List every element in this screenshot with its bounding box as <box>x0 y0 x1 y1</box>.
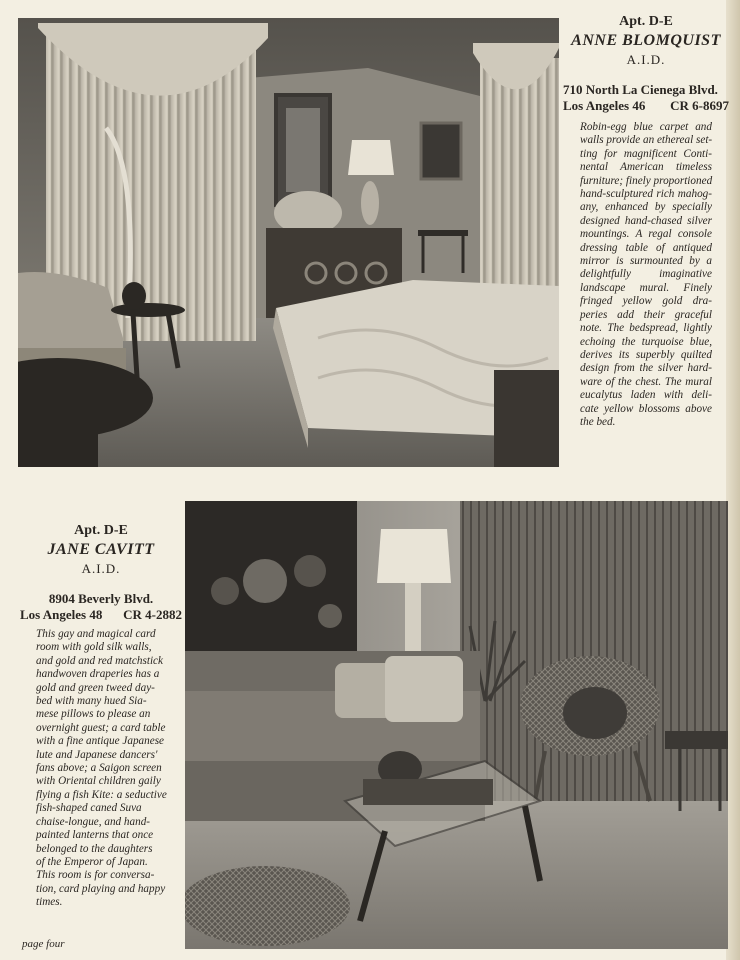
page-spine <box>726 0 740 960</box>
description-line: lute and Japanese dancers' <box>36 748 158 761</box>
designer-affiliation: A.I.D. <box>81 561 121 576</box>
description-line: walls provide an ethereal set- <box>580 134 713 147</box>
description-line: cate yellow blossoms above <box>580 402 712 415</box>
designer-name: ANNE BLOMQUIST <box>571 32 721 49</box>
credit-top <box>563 14 729 114</box>
description-line: note. The bedspread, lightly <box>580 322 712 335</box>
description-line: handwoven draperies has a <box>36 668 160 681</box>
bedroom-photo <box>18 18 559 467</box>
description-line: belonged to the daughters <box>36 842 153 855</box>
description-line: This room is for conversa- <box>36 869 155 882</box>
description-line: delightfully imaginative <box>580 268 712 281</box>
description-line: overnight guest; a card table <box>36 721 166 734</box>
description-line: and gold and red matchstick <box>36 654 163 667</box>
description-line: flying a fish Kite: a seductive <box>36 788 167 801</box>
card-room-photo <box>185 501 728 949</box>
bedroom-description <box>580 121 712 429</box>
description-line: with a fine antique Japanese <box>36 735 165 748</box>
designer-city: Los Angeles 46 <box>563 98 646 113</box>
designer-affiliation: A.I.D. <box>626 52 666 67</box>
description-line: fringed yellow gold dra- <box>580 295 712 308</box>
description-line: nental American timeless <box>580 161 712 174</box>
description-line: furniture; finely proportioned <box>580 174 713 187</box>
description-line: Robin-egg blue carpet and <box>580 121 712 133</box>
description-line: fish-shaped caned Suva <box>36 802 142 815</box>
description-line: echoing the turquoise blue, <box>580 335 712 348</box>
city-phone-line <box>20 607 182 623</box>
description-line: peries add their graceful <box>580 308 712 321</box>
description-line: with Oriental children gaily <box>36 775 161 788</box>
description-line: hand-sculptured rich mahog- <box>580 188 712 201</box>
description-line: dressing table of antiqued <box>580 241 712 254</box>
description-line: eucalytus laden with deli- <box>580 389 712 402</box>
description-line: This gay and magical card <box>36 628 156 640</box>
description-line: tion, card playing and happy <box>36 882 166 895</box>
description-line: mirror is surmounted by a <box>580 255 712 268</box>
designer-city: Los Angeles 48 <box>20 607 103 622</box>
apartment-label: Apt. D-E <box>619 14 673 29</box>
description-line: designed hand-chased silver <box>580 214 712 227</box>
description-line: landscape mural. Finely <box>580 281 712 294</box>
city-phone-line <box>563 98 729 114</box>
description-line: times. <box>36 896 63 909</box>
description-line: mountings. A regal console <box>580 228 712 241</box>
description-line: chaise-longue, and hand- <box>36 815 151 828</box>
description-line: fans above; a Saigon screen <box>36 762 162 775</box>
designer-phone: CR 6-8697 <box>670 98 729 113</box>
apartment-label: Apt. D-E <box>74 523 128 538</box>
credit-bottom <box>20 523 182 623</box>
description-line: ware of the chest. The mural <box>580 375 712 388</box>
description-line: painted lanterns that once <box>36 829 154 842</box>
designer-address: 8904 Beverly Blvd. <box>48 591 154 606</box>
description-line: any, enhanced by specially <box>580 201 712 214</box>
description-line: room with gold silk walls, <box>36 641 152 654</box>
description-line: the bed. <box>580 415 616 428</box>
page-number-label: page four <box>22 938 65 950</box>
description-line: mese pillows to please an <box>36 708 151 721</box>
description-line: gold and green tweed day- <box>36 681 155 694</box>
designer-address: 710 North La Cienega Blvd. <box>563 82 718 97</box>
designer-phone: CR 4-2882 <box>123 607 182 622</box>
description-line: bed with many hued Sia- <box>36 695 147 708</box>
designer-name: JANE CAVITT <box>47 541 155 558</box>
card-room-description <box>36 628 171 910</box>
description-line: of the Emperor of Japan. <box>36 855 148 868</box>
description-line: design from the silver hard- <box>580 362 712 375</box>
description-line: ting for magnificent Conti- <box>580 147 712 160</box>
description-line: derives its superbly quilted <box>580 348 712 361</box>
